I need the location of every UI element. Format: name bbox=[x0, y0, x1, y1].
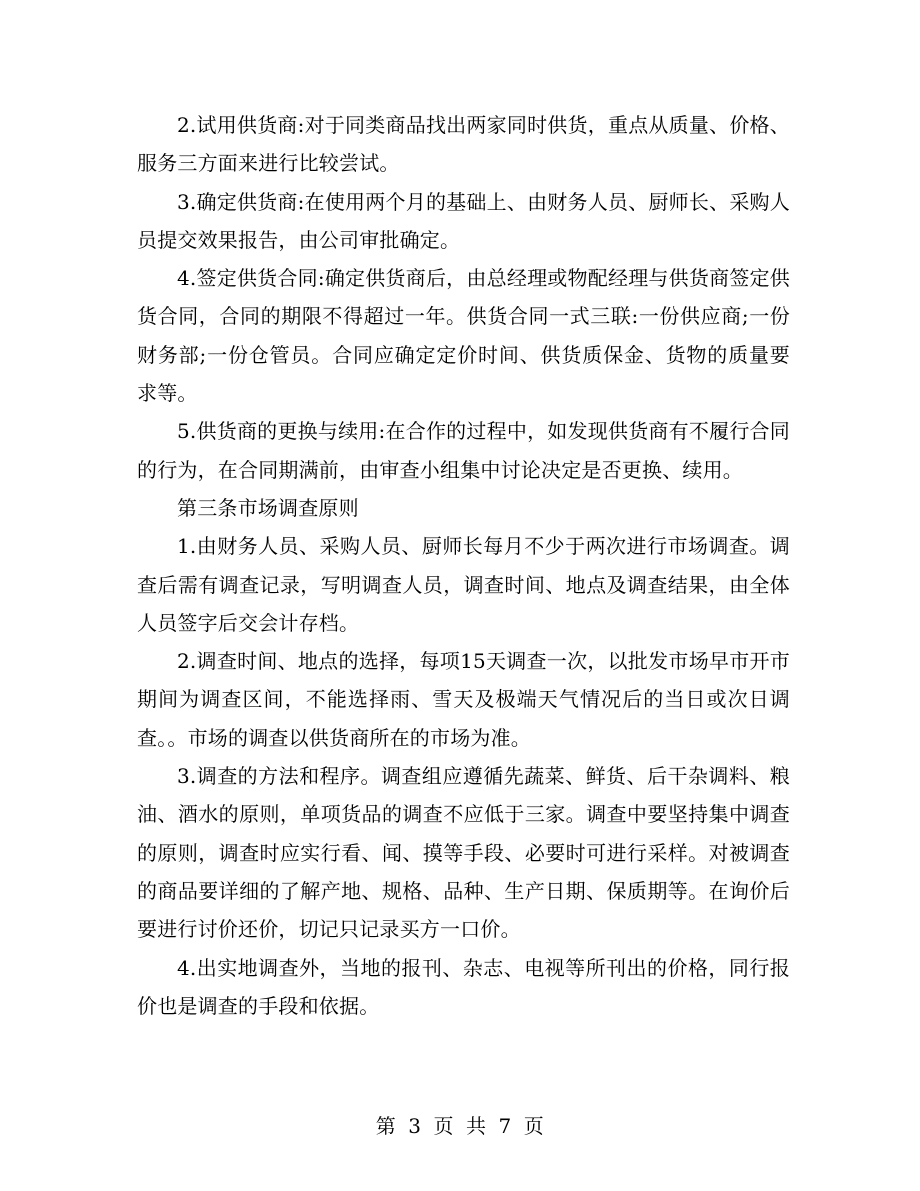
page-footer bbox=[0, 1110, 920, 1139]
paragraph-replace-renew: 5.供货商的更换与续用:在合作的过程中，如发现供货商有不履行合同的行为，在合同期满前，由审查小组集中讨论决定是否更换、续用。 bbox=[137, 419, 790, 482]
footer-label-gong: 共 bbox=[466, 1114, 487, 1138]
paragraph-sign-contract: 4.签定供货合同:确定供货商后，由总经理或物配经理与供货商签定供货合同，合同的期限不得超过一年。供货合同一式三联:一份供应商;一份财务部;一份仓管员。合同应确定定价时间、供货质保金、货物的质量要求等。 bbox=[137, 266, 790, 406]
footer-total-pages: 7 bbox=[498, 1114, 512, 1138]
footer-label-di: 第 bbox=[375, 1114, 397, 1138]
paragraph-survey-frequency: 1.由财务人员、采购人员、厨师长每月不少于两次进行市场调查。调查后需有调查记录，写明调查人员，调查时间、地点及调查结果，由全体人员签字后交会计存档。 bbox=[137, 534, 790, 635]
paragraph-survey-other-sources: 4.出实地调查外，当地的报刊、杂志、电视等所刊出的价格，同行报价也是调查的手段和依据。 bbox=[137, 955, 790, 1018]
paragraph-confirm-supplier: 3.确定供货商:在使用两个月的基础上、由财务人员、厨师长、采购人员提交效果报告，由公司审批确定。 bbox=[137, 189, 790, 252]
footer-label-ye: 页 bbox=[433, 1114, 454, 1138]
paragraph-trial-supplier: 2.试用供货商:对于同类商品找出两家同时供货，重点从质量、价格、服务三方面来进行比较尝试。 bbox=[137, 113, 790, 176]
paragraph-survey-time-place: 2.调查时间、地点的选择，每项15天调查一次，以批发市场早市开市期间为调查区间，不能选择雨、雪天及极端天气情况后的当日或次日调查。。市场的调查以供货商所在的市场为准。 bbox=[137, 649, 790, 750]
paragraph-survey-method: 3.调查的方法和程序。调查组应遵循先蔬菜、鲜货、后干杂调料、粮油、酒水的原则，单项货品的调查不应低于三家。调查中要坚持集中调查的原则，调查时应实行看、闻、摸等手段、必要时可进行采样。对被调查的商品要详细的了解产地、规格、品种、生产日期、保质期等。在询价后要进行讨价还价，切记只记录买方一口价。 bbox=[137, 764, 790, 942]
footer-label-ye-end: 页 bbox=[523, 1114, 545, 1138]
document-body bbox=[137, 106, 790, 1025]
section-heading-market-survey: 第三条市场调查原则 bbox=[177, 495, 359, 520]
footer-current-page: 3 bbox=[408, 1114, 422, 1138]
